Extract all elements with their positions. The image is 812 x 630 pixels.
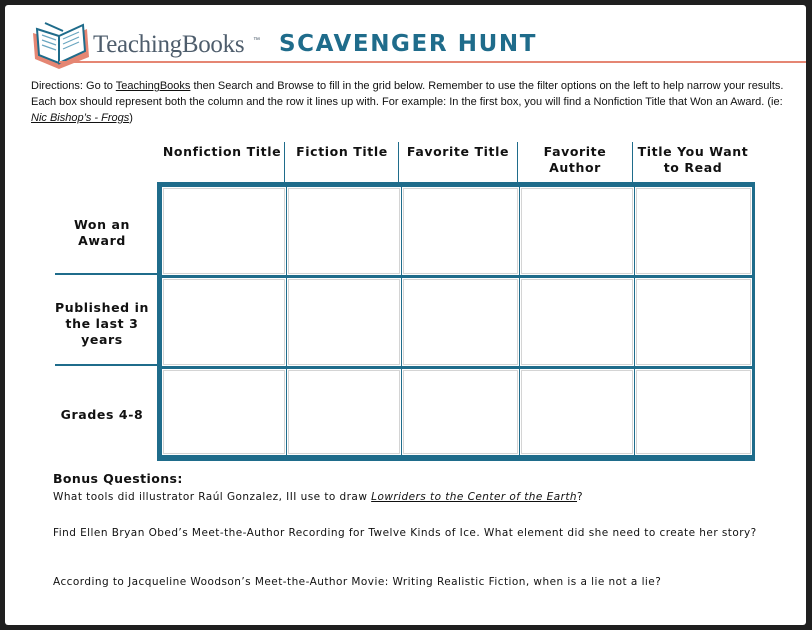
grid-cell[interactable] [521,279,633,365]
column-header-fiction: Fiction Title [296,144,388,159]
grid-cell[interactable] [403,188,518,274]
column-header-favorite-title: Favorite Title [406,144,510,159]
teachingbooks-logo [29,19,259,71]
column-header-favorite-author: Favorite Author [543,144,607,175]
grid-cell[interactable] [521,370,633,454]
teachingbooks-link[interactable]: TeachingBooks [115,80,191,92]
bonus-q1-end: ? [577,491,584,503]
grid-cell[interactable] [288,188,400,274]
example-title: Nic Bishop’s - Frogs [31,112,130,124]
open-book-icon [29,19,93,71]
logo-trademark: ™ [253,37,260,44]
header-divider [59,61,806,63]
worksheet-page [5,5,806,625]
row-header-published-recently: Published in the last 3 years [54,300,150,347]
row-header-grades: Grades 4-8 [60,407,144,422]
row-divider [55,364,159,366]
directions-intro: Directions: Go to [31,80,116,92]
bonus-question-1 [53,491,773,504]
bonus-q1-text: What tools did illustrator Raúl Gonzalez, III use to draw [53,491,372,503]
grid-cell[interactable] [636,279,751,365]
column-header-nonfiction: Nonfiction Title [162,144,282,159]
directions-body: then Search and Browse to fill in the grid below. Remember to use the filter options on the left to help narrow your results. Each box should represent both the column and the row it lines up with. For example: In the first box, you will find a Nonfiction Title that Won an Award. (ie: [31,80,784,108]
column-header-title-to-read: Title You Want to Read [637,144,749,175]
row-divider [55,273,159,275]
grid-cell[interactable] [403,370,518,454]
directions-end: ) [129,112,133,124]
directions-text [31,78,791,126]
grid-cell[interactable] [288,370,400,454]
bonus-q1-book-title: Lowriders to the Center of the Earth [371,491,578,503]
column-divider [398,142,399,184]
grid-cell[interactable] [163,188,285,274]
bonus-question-2: Find Ellen Bryan Obed’s Meet-the-Author Recording for Twelve Kinds of Ice. What element did she need to create her story? [53,527,757,539]
grid-cell[interactable] [636,370,751,454]
column-divider [517,142,518,184]
page-title: SCAVENGER HUNT [279,31,538,57]
grid-cell[interactable] [521,188,633,274]
bonus-question-3: According to Jacqueline Woodson’s Meet-the-Author Movie: Writing Realistic Fiction, when is a lie not a lie? [53,576,662,588]
grid-cell[interactable] [163,370,285,454]
grid-cell[interactable] [163,279,285,365]
bonus-heading: Bonus Questions: [53,471,183,486]
column-divider [632,142,633,184]
grid-cell[interactable] [636,188,751,274]
grid-cell[interactable] [403,279,518,365]
grid-cell[interactable] [288,279,400,365]
column-divider [284,142,285,184]
scavenger-grid [157,182,755,461]
logo-wordmark: TeachingBooks [93,31,245,58]
row-header-won-award: Won an Award [73,217,131,248]
